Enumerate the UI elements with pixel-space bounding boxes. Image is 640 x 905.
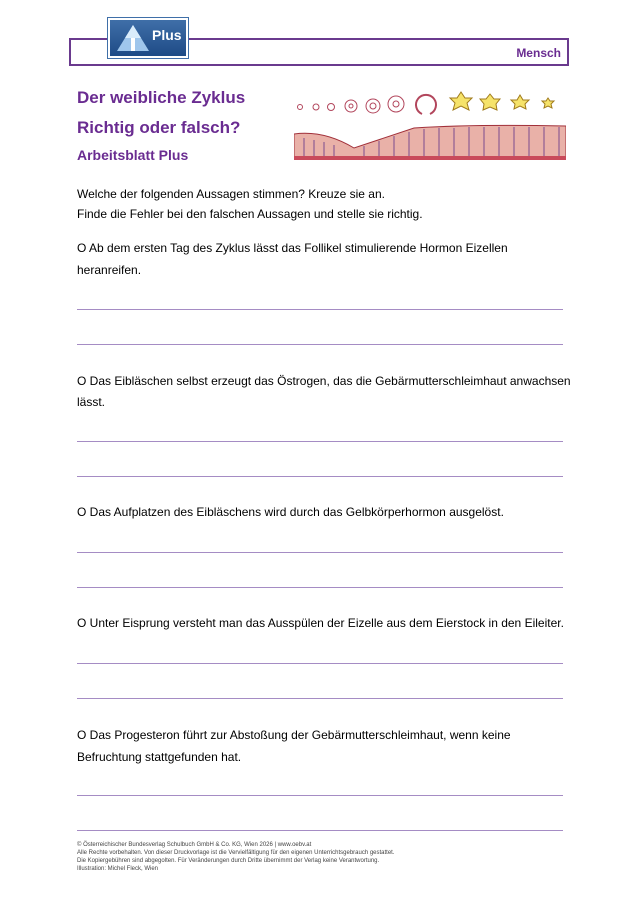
page-title: Der weibliche Zyklus [77, 88, 246, 107]
instruction-line-1: Welche der folgenden Aussagen stimmen? Kreuze sie an. [77, 187, 385, 201]
logo-text: Plus [152, 27, 182, 43]
statement-5-line-2: Befruchtung stattgefunden hat. [77, 750, 242, 764]
triangle-logo-icon [116, 24, 150, 52]
page-title-question: Richtig oder falsch? [77, 118, 241, 137]
footer-line-4: Illustration: Michel Fleck, Wien [77, 866, 159, 872]
answer-line[interactable] [77, 309, 563, 310]
statement-1-line-2: heranreifen. [77, 263, 142, 277]
footer-line-1: © Österreichischer Bundesverlag Schulbuch GmbH & Co. KG, Wien 2026 | www.oebv.at [77, 842, 312, 848]
answer-line[interactable] [77, 552, 563, 553]
statement-3-line-1: O Das Aufplatzen des Eibläschens wird durch das Gelbkörperhormon ausgelöst. [77, 505, 504, 519]
statement-2-line-1: O Das Eibläschen selbst erzeugt das Östrogen, das die Gebärmutterschleimhaut anwachsen [77, 374, 571, 388]
answer-line[interactable] [77, 476, 563, 477]
statement-1-line-1: O Ab dem ersten Tag des Zyklus lässt das Follikel stimulierende Hormon Eizellen [77, 241, 508, 255]
worksheet-subtitle: Arbeitsblatt Plus [77, 147, 189, 163]
cycle-illustration [294, 88, 566, 162]
answer-line[interactable] [77, 663, 563, 664]
statement-5-line-1: O Das Progesteron führt zur Abstoßung der Gebärmutterschleimhaut, wenn keine [77, 728, 511, 742]
instruction-line-2: Finde die Fehler bei den falschen Aussagen und stelle sie richtig. [77, 207, 423, 221]
subject-label: Mensch [516, 46, 561, 60]
footer-line-3: Die Kopiergebühren sind abgegolten. Für Veränderungen durch Dritte übernimmt der Verlag keine Verantwortung. [77, 858, 380, 864]
publisher-logo [108, 18, 188, 58]
statement-2-line-2: lässt. [77, 395, 106, 409]
copyright-footer [77, 841, 395, 873]
answer-line[interactable] [77, 344, 563, 345]
answer-line[interactable] [77, 795, 563, 796]
follicle-sequence [298, 95, 437, 114]
answer-line[interactable] [77, 441, 563, 442]
statement-4-line-1: O Unter Eisprung versteht man das Ausspülen der Eizelle aus dem Eierstock in den Eileiter. [77, 616, 564, 630]
answer-line[interactable] [77, 830, 563, 831]
footer-line-2: Alle Rechte vorbehalten. Von dieser Druckvorlage ist die Vervielfältigung für den eigenen Unterrichtsgebrauch gestattet. [77, 850, 395, 856]
answer-line[interactable] [77, 698, 563, 699]
answer-line[interactable] [77, 587, 563, 588]
corpus-luteum-sequence [450, 92, 554, 110]
